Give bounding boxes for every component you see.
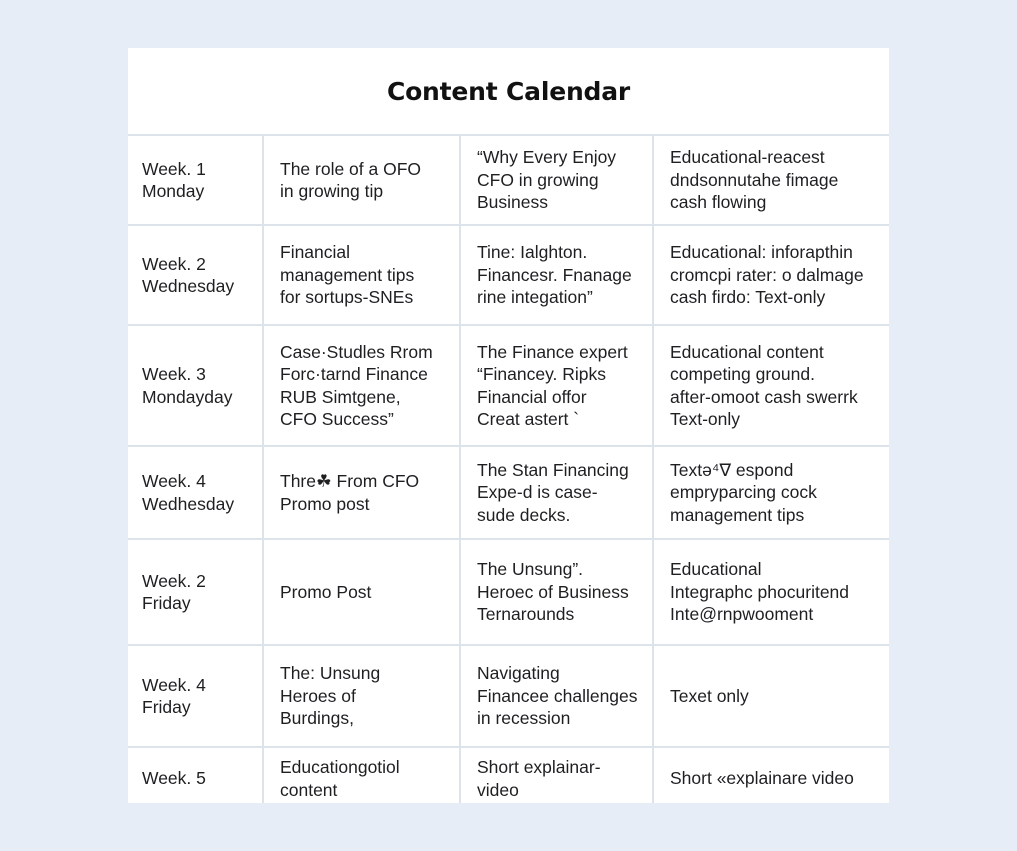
week-day-cell [128, 325, 263, 446]
format-cell [653, 747, 889, 803]
idea-cell [460, 539, 653, 645]
table-row [128, 747, 889, 803]
topic-cell [263, 645, 460, 747]
week-day-cell [128, 747, 263, 803]
idea-cell [460, 645, 653, 747]
format-cell [653, 325, 889, 446]
topic-text: Thre☘ From CFO Promo post [280, 471, 420, 514]
idea-text: Navigating Financee challenges in recession [477, 663, 638, 729]
format-text: Educational content competing ground. after-omoot cash swerrk Text-only [670, 341, 858, 429]
topic-cell [263, 135, 460, 225]
format-text: Texet only [670, 685, 749, 706]
topic-text: Case·Studles Rrom Forc·tarnd Finance RUB Simtgene, CFO Success” [280, 341, 433, 429]
format-cell [653, 539, 889, 645]
idea-cell [460, 446, 653, 539]
week-day-label: Week. 4 Wedhesday [142, 471, 235, 514]
format-cell [653, 225, 889, 325]
table-row [128, 225, 889, 325]
format-text: Educational: inforapthin cromcpi rater: o dalmage cash firdo: Text-only [670, 242, 864, 308]
calendar-title: Content Calendar [386, 76, 631, 106]
idea-text: Short explainar- video [477, 757, 601, 800]
week-day-cell [128, 645, 263, 747]
week-day-label: Week. 3 Mondayday [142, 364, 233, 407]
week-day-label: Week. 4 Friday [142, 674, 206, 717]
idea-cell [460, 135, 653, 225]
format-cell [653, 135, 889, 225]
table-row [128, 645, 889, 747]
week-day-label: Week. 1 Monday [142, 158, 206, 201]
format-text: Educational Integraphc phocuritend Inte@rnpwooment [670, 559, 850, 625]
idea-text: “Why Every Enjoy CFO in growing Business [477, 147, 617, 213]
week-day-cell [128, 539, 263, 645]
format-text: Educational-reacest dndsonnutahe fimage cash flowing [670, 147, 839, 213]
format-text: Short «explainare video [670, 768, 854, 789]
topic-cell [263, 225, 460, 325]
idea-cell [460, 325, 653, 446]
idea-cell [460, 747, 653, 803]
topic-cell [263, 747, 460, 803]
table-row [128, 446, 889, 539]
table-row [128, 135, 889, 225]
week-day-label: Week. 5 [142, 768, 206, 789]
topic-text: The: Unsung Heroes of Burdings, [280, 663, 381, 729]
topic-text: Promo Post [280, 581, 372, 602]
calendar-table [128, 134, 889, 803]
topic-text: Educationgotiol content [280, 757, 400, 800]
format-cell [653, 446, 889, 539]
idea-text: Tine: Ialghton. Financesr. Fnanage rine integation” [477, 242, 632, 308]
content-calendar-card [128, 48, 889, 803]
week-day-label: Week. 2 Wednesday [142, 253, 235, 296]
topic-text: Financial management tips for sortups-SNEs [280, 242, 415, 308]
week-day-cell [128, 225, 263, 325]
week-day-label: Week. 2 Friday [142, 570, 206, 613]
week-day-cell [128, 446, 263, 539]
idea-text: The Unsung”. Heroec of Business Ternarounds [477, 559, 629, 625]
idea-cell [460, 225, 653, 325]
topic-cell [263, 539, 460, 645]
week-day-cell [128, 135, 263, 225]
topic-text: The role of a OFO in growing tip [280, 158, 422, 201]
topic-cell [263, 325, 460, 446]
format-text: Textə⁴∇ espond empryparcing cock management tips [670, 459, 817, 525]
format-cell [653, 645, 889, 747]
table-row [128, 539, 889, 645]
idea-text: The Finance expert “Financey. Ripks Financial offor Creat astert ` [477, 341, 628, 429]
idea-text: The Stan Financing Expe-d is case- sude decks. [477, 459, 629, 525]
table-row [128, 325, 889, 446]
topic-cell [263, 446, 460, 539]
